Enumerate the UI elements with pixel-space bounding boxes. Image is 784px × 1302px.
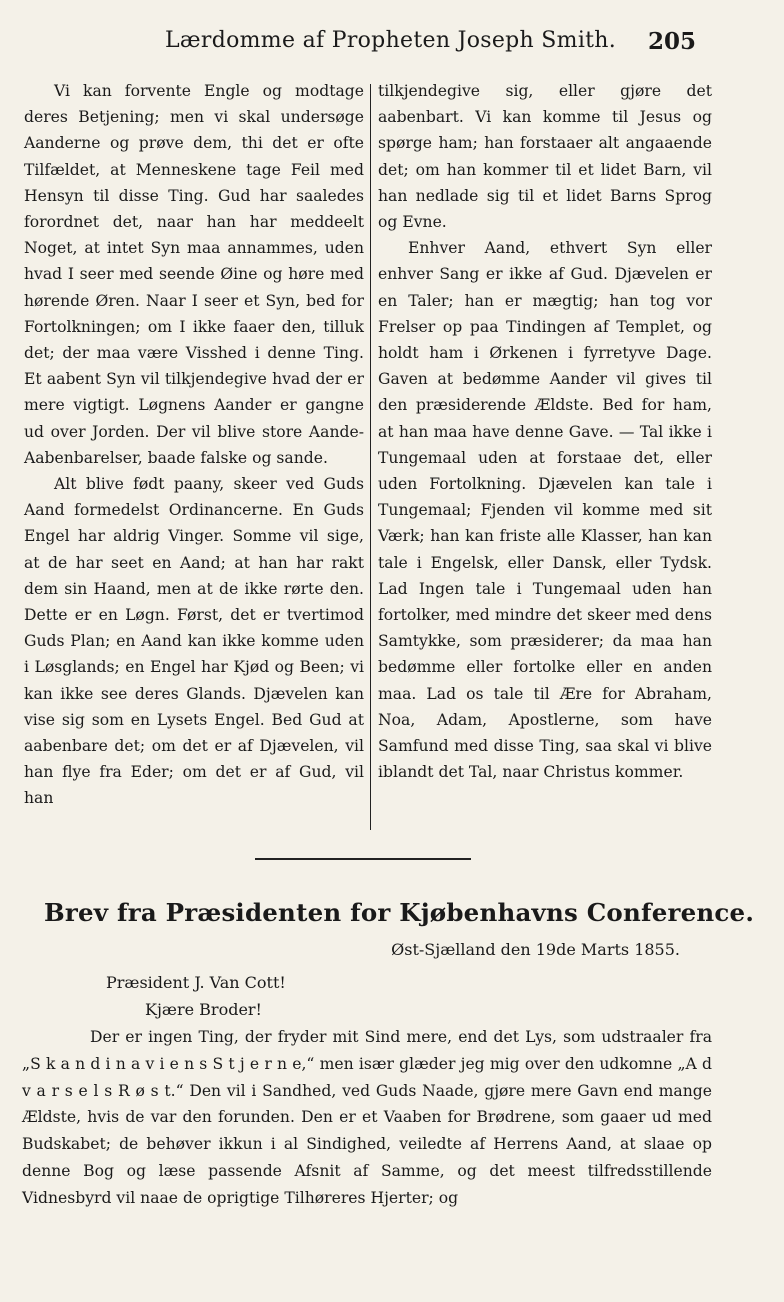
left-paragraph-2: Alt blive født paany, skeer ved Guds Aand formedelst Ordinancerne. En Guds Engel har aldrig Vinger. Somme vil sige, at de har seet en Aand; at han har rakt dem sin Haand, men at de ikke rørte den. Dette er en Løgn. Først, det er tvertimod Guds Plan; en Aand kan ikke komme uden i Løsglands; en Engel har Kjød og Been; vi kan ikke see deres Glands. Djævelen kan vise sig som en Lysets Engel. Bed Gud at aabenbare det; om det er af Djævelen, vil han flye fra Eder; om det er af Gud, vil han — [24, 475, 364, 808]
right-column — [378, 78, 712, 785]
letter-salutation-greeting: Kjære Broder! — [145, 1000, 262, 1019]
running-title: Lærdomme af Propheten Joseph Smith. — [165, 28, 617, 53]
letter-dateline: Øst-Sjælland den 19de Marts 1855. — [391, 940, 680, 959]
letter-body-paragraph: Der er ingen Ting, der fryder mit Sind mere, end det Lys, som udstraaler fra „S k a n d i n a v i e n s S t j e r n e,“ men især glæder jeg mig over den udkomne „A d v a r s e l s R ø s t.“ Den vil i Sandhed, ved Guds Naade, gjøre mere Gavn end mange Ældste, hvis de var den forunden. Den er et Vaaben for Brødrene, som gaaer ud med Budskabet; de behøver ikkun i al Sindighed, veiledte af Herrens Aand, at slaae op denne Bog og læse passende Afsnit af Samme, og det meest tilfredsstillende Vidnesbyrd vil naae de oprigtige Tilhøreres Hjerter; og — [22, 1028, 712, 1207]
left-column — [24, 78, 364, 812]
page-number: 205 — [648, 28, 697, 55]
letter-body — [22, 1024, 712, 1212]
left-paragraph-1: Vi kan forvente Engle og modtage deres Betjening; men vi skal undersøge Aanderne og prøve dem, thi det er ofte Tilfældet, at Menneskene tage Feil med Hensyn til disse Ting. Gud har saaledes forordnet det, naar han har meddeelt Noget, at intet Syn maa annammes, uden hvad I seer med seende Øine og høre med hørende Øren. Naar I seer et Syn, bed for Fortolkningen; om I ikke faaer den, tilluk det; der maa være Visshed i denne Ting. Et aabent Syn vil tilkjendegive hvad der er mere vigtigt. Løgnens Aander er gangne ud over Jorden. Der vil blive store Aande-Aabenbarelser, baade falske og sande. — [24, 82, 364, 467]
letter-salutation-name: Præsident J. Van Cott! — [106, 973, 286, 992]
section-separator — [255, 858, 471, 860]
right-paragraph-1: tilkjendegive sig, eller gjøre det aabenbart. Vi kan komme til Jesus og spørge ham; han forstaaer alt angaaende det; om han kommer til et lidet Barn, vil han nedlade sig til et lidet Barns Sprog og Evne. — [378, 82, 712, 232]
letter-title: Brev fra Præsidenten for Kjøbenhavns Conference. — [44, 898, 755, 927]
column-divider — [370, 84, 371, 830]
right-paragraph-2: Enhver Aand, ethvert Syn eller enhver Sang er ikke af Gud. Djævelen er en Taler; han er mægtig; han tog vor Frelser op paa Tindingen af Templet, og holdt ham i Ørkenen i fyrretyve Dage. Gaven at bedømme Aander vil gives til den præsiderende Ældste. Bed for ham, at han maa have denne Gave. — Tal ikke i Tungemaal uden at forstaae det, eller uden Fortolkning. Djævelen kan tale i Tungemaal; Fjenden vil komme med sit Værk; han kan friste alle Klasser, han kan tale i Engelsk, eller Dansk, eller Tydsk. Lad Ingen tale i Tungemaal uden han fortolker, med mindre det skeer med dens Samtykke, som præsiderer; da maa han bedømme eller fortolke eller en anden maa. Lad os tale til Ære for Abraham, Noa, Adam, Apostlerne, som have Samfund med disse Ting, saa skal vi blive iblandt det Tal, naar Christus kommer. — [378, 239, 712, 782]
